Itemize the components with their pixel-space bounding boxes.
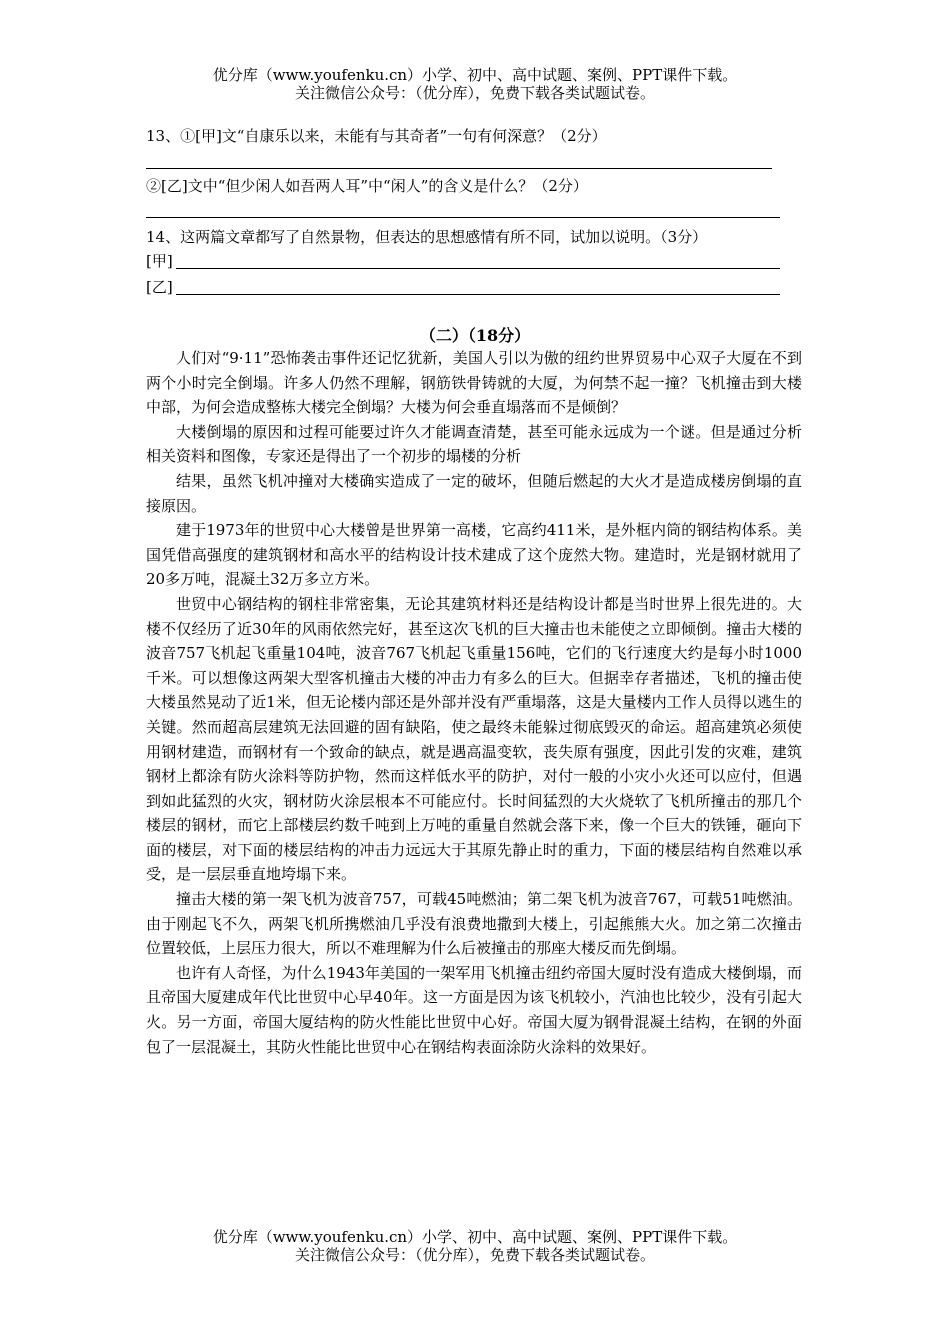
paragraph-6: 撞击大楼的第一架飞机为波音757，可载45吨燃油；第二架飞机为波音767，可载51吨燃油。由于刚起飞不久，两架飞机所携燃油几乎没有浪费地撒到大楼上，引起熊熊大火。加之第二次撞击位置较低，上层压力很大，所以不难理解为什么后被撞击的那座大楼反而先倒塌。 bbox=[146, 890, 802, 958]
paragraph-1: 人们对“9·11”恐怖袭击事件还记忆犹新，美国人引以为傲的纽约世界贸易中心双子大厦在不到两个小时完全倒塌。许多人仍然不理解，钢筋铁骨铸就的大厦，为何禁不起一撞？飞机撞击到大楼中部，为何会造成整栋大楼完全倒塌？大楼为何会垂直塌落而不是倾倒？ bbox=[146, 349, 802, 417]
paragraph-7: 也许有人奇怪，为什么1943年美国的一架军用飞机撞击纽约帝国大厦时没有造成大楼倒塌，而且帝国大厦建成年代比世贸中心早40年。这一方面是因为该飞机较小，汽油也比较少，没有引起大火。另一方面，帝国大厦结构的防火性能比世贸中心好。帝国大厦为钢骨混凝土结构，在钢的外面包了一层混凝土，其防火性能比世贸中心在钢结构表面涂防火涂料的效果好。 bbox=[146, 963, 802, 1056]
answer-line-13-2 bbox=[146, 217, 780, 218]
footer-line-2: 关注微信公众号：（优分库），免费下载各类试题试卷。 bbox=[294, 1246, 655, 1264]
question-13-part-2: ②[乙]文中“但少闲人如吾两人耳”中“闲人”的含义是什么？（2分） bbox=[146, 177, 588, 195]
footer-line-1: 优分库（www.youfenku.cn）小学、初中、高中试题、案例、PPT课件下载。 bbox=[212, 1228, 738, 1246]
answer-label-yi: [乙] bbox=[146, 278, 173, 296]
header-line-1: 优分库（www.youfenku.cn）小学、初中、高中试题、案例、PPT课件下载。 bbox=[212, 66, 738, 84]
answer-line-13-1 bbox=[146, 168, 772, 169]
question-13-part-1: 13、①[甲]文“自康乐以来，未能有与其奇者”一句有何深意？（2分） bbox=[146, 127, 607, 145]
answer-line-jia bbox=[176, 268, 780, 269]
section-title: （二）（18分） bbox=[419, 326, 531, 345]
question-14: 14、这两篇文章都写了自然景物，但表达的思想感情有所不同，试加以说明。（3分） bbox=[146, 228, 708, 246]
page-header bbox=[0, 66, 950, 102]
page-footer bbox=[0, 1228, 950, 1264]
reading-passage bbox=[146, 346, 802, 1059]
header-line-2: 关注微信公众号：（优分库），免费下载各类试题试卷。 bbox=[294, 84, 655, 102]
paragraph-5: 世贸中心钢结构的钢柱非常密集，无论其建筑材料还是结构设计都是当时世界上很先进的。大楼不仅经历了近30年的风雨依然完好，甚至这次飞机的巨大撞击也未能使之立即倾倒。撞击大楼的波音757飞机起飞重量104吨，波音767飞机起飞重量156吨，它们的飞行速度大约是每小时1000千米。可以想像这两架大型客机撞击大楼的冲击力有多么的巨大。但据幸存者描述，飞机的撞击使大楼虽然晃动了近1米，但无论楼内部还是外部并没有严重塌落，这是大量楼内工作人员得以逃生的关键。然而超高层建筑无法回避的固有缺陷，使之最终未能躲过彻底毁灭的命运。超高建筑必须使用钢材建造，而钢材有一个致命的缺点，就是遇高温变软，丧失原有强度，因此引发的灾难，建筑钢材上都涂有防火涂料等防护物，然而这样低水平的防护，对付一般的小灾小火还可以应付，但遇到如此猛烈的火灾，钢材防火涂层根本不可能应付。长时间猛烈的大火烧软了飞机所撞击的那几个楼层的钢材，而它上部楼层约数千吨到上万吨的重量自然就会落下来，像一个巨大的铁锤，砸向下面的楼层，对下面的楼层结构的冲击力远远大于其原先静止时的重力，下面的楼层结构自然难以承受，是一层层垂直地垮塌下来。 bbox=[146, 594, 802, 884]
paragraph-4: 建于1973年的世贸中心大楼曾是世界第一高楼，它高约411米，是外框内筒的钢结构体系。美国凭借高强度的建筑钢材和高水平的结构设计技术建成了这个庞然大物。建造时，光是钢材就用了20多万吨，混凝土32万多立方米。 bbox=[146, 521, 802, 589]
paragraph-3: 结果，虽然飞机冲撞对大楼确实造成了一定的破坏，但随后燃起的大火才是造成楼房倒塌的直接原因。 bbox=[146, 471, 802, 515]
answer-line-yi bbox=[176, 294, 780, 295]
answer-label-jia: [甲] bbox=[146, 252, 173, 270]
paragraph-2: 大楼倒塌的原因和过程可能要过许久才能调查清楚，甚至可能永远成为一个谜。但是通过分析相关资料和图像，专家还是得出了一个初步的塌楼的分析 bbox=[146, 422, 802, 466]
